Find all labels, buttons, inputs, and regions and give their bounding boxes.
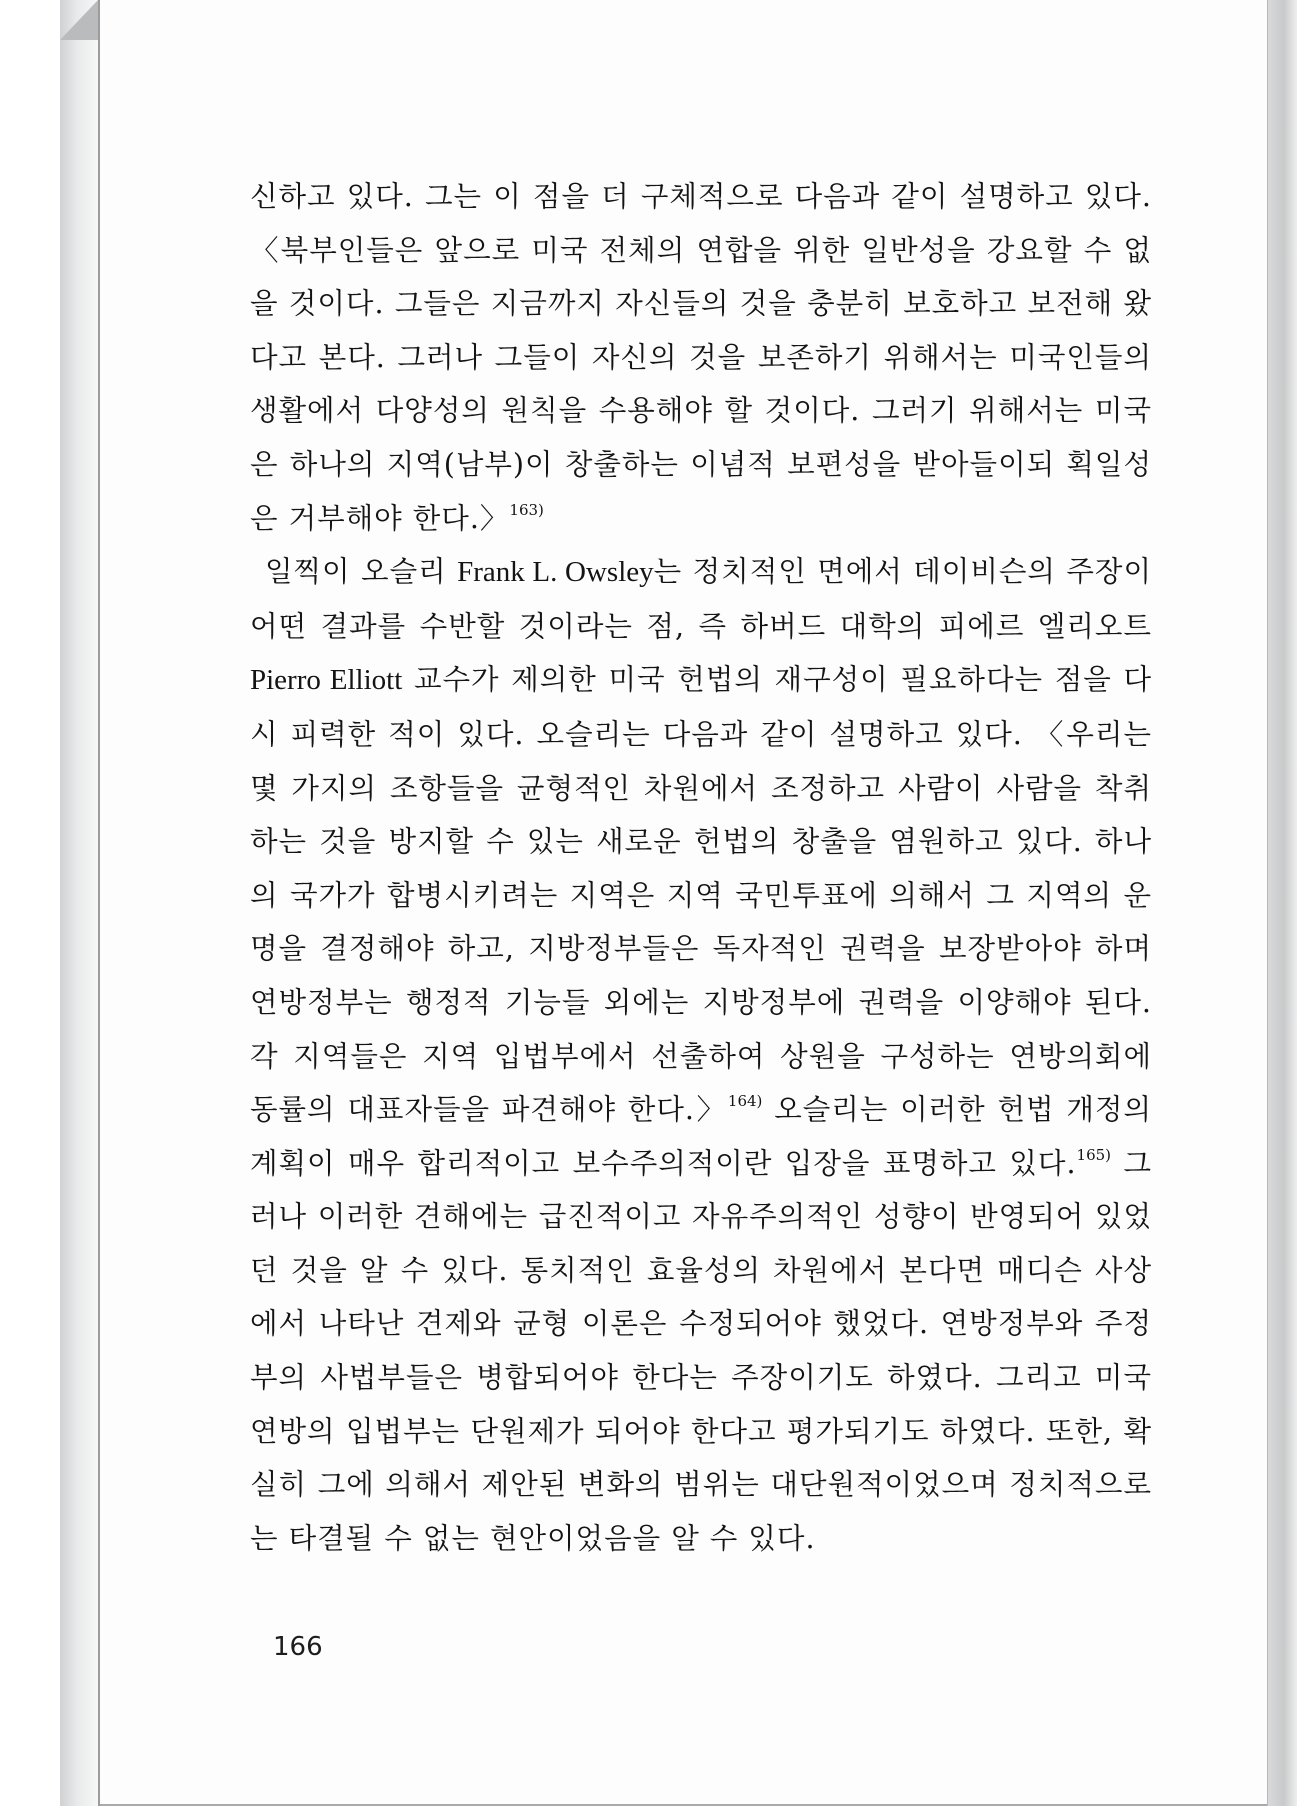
book-page	[98, 0, 1268, 1806]
footnote-ref-164: 164)	[727, 1092, 763, 1111]
paragraph-2-text-2: 는 정치적인 면에서 데이비슨의 주장이 어떤 결과를 수반할 것이라는 점, 즉 하버드 대학의 피에르 엘리오트	[250, 555, 1152, 643]
paragraph-2-text-5: 그러나 이러한 견해에는 급진적이고 자유주의적인 성향이 반영되어 있었던 것을 알 수 있다. 통치적인 효율성의 차원에서 본다면 매디슨 사상에서 나타난 견제와 균형 이론은 수정되어야 했었다. 연방정부와 주정부의 사법부들은 병합되어야 한다는 주장이기도 하였다. 그리고 미국 연방의 입법부는 단원제가 되어야 한다고 평가되기도 하였다. 또한, 확실히 그에 의해서 제안된 변화의 범위는 대단원적이었으며 정치적으로는 타결될 수 없는 현안이었음을 알 수 있다.	[250, 1146, 1152, 1555]
paragraph-1	[250, 170, 1152, 545]
paragraph-1-text: 신하고 있다. 그는 이 점을 더 구체적으로 다음과 같이 설명하고 있다. 〈북부인들은 앞으로 미국 전체의 연합을 위한 일반성을 강요할 수 없을 것이다. 그들은 지금까지 자신들의 것을 충분히 보호하고 보전해 왔다고 본다. 그러나 그들이 자신의 것을 보존하기 위해서는 미국인들의 생활에서 다양성의 원칙을 수용해야 할 것이다. 그러기 위해서는 미국은 하나의 지역(남부)이 창출하는 이념적 보편성을 받아들이되 획일성은 거부해야 한다.〉	[250, 180, 1152, 535]
book-page-edges	[1268, 0, 1297, 1806]
footnote-ref-163: 163)	[509, 500, 544, 519]
paragraph-2-text-4: 오슬리는 이러한 헌법 개정의 계획이 매우 합리적이고 보수주의적이란 입장을 표명하고 있다.	[250, 1093, 1152, 1180]
paragraph-2-text-3: 교수가 제의한 미국 헌법의 재구성이 필요하다는 점을 다시 피력한 적이 있다. 오슬리는 다음과 같이 설명하고 있다. 〈우리는 몇 가지의 조항들을 균형적인 차원에서 조정하고 사람이 사람을 착취하는 것을 방지할 수 있는 새로운 헌법의 창출을 염원하고 있다. 하나의 국가가 합병시키려는 지역은 지역 국민투표에 의해서 그 지역의 운명을 결정해야 하고, 지방정부들은 독자적인 권력을 보장받아야 하며 연방정부는 행정적 기능들 외에는 지방정부에 권력을 이양해야 된다. 각 지역들은 지역 입법부에서 선출하여 상원을 구성하는 연방의회에 동률의 대표자들을 파견해야 한다.〉	[250, 663, 1152, 1127]
footnote-ref-165: 165)	[1076, 1145, 1112, 1164]
paragraph-2	[250, 545, 1152, 1565]
name-owsley: Frank L. Owsley	[457, 556, 654, 589]
paragraph-2-text-1: 일찍이 오슬리	[265, 555, 458, 589]
book-spine	[60, 0, 98, 1806]
page-number: 166	[273, 1632, 323, 1662]
name-elliott: Pierro Elliott	[250, 664, 403, 697]
body-text	[250, 170, 1152, 1565]
book-spine-corner	[60, 0, 98, 40]
